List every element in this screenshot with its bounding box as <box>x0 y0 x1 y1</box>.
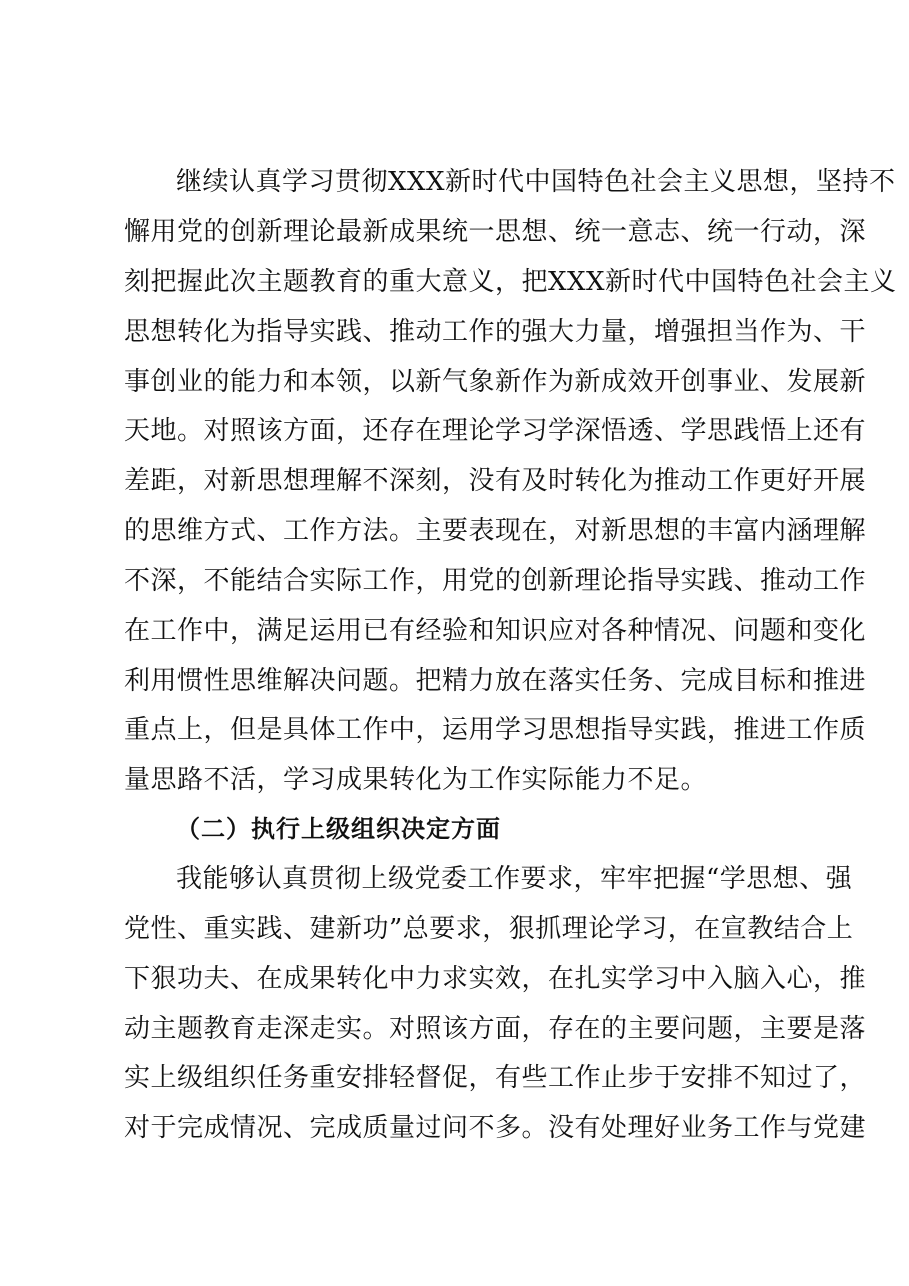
paragraph-1-line-13: 量思路不活，学习成果转化为工作实际能力不足。 <box>124 765 708 795</box>
paragraph-2-line-1: 我能够认真贯彻上级党委工作要求，牢牢把握“学思想、强 <box>176 864 853 894</box>
paragraph-2-line-3: 下狠功夫、在成果转化中力求实效，在扎实学习中入脑入心，推 <box>124 964 867 994</box>
paragraph-1-line-5: 事创业的能力和本领，以新气象新作为新成效开创事业、发展新 <box>124 367 867 397</box>
section-heading: （二）执行上级组织决定方面 <box>176 815 501 843</box>
paragraph-2-line-2: 党性、重实践、建新功”总要求，狠抓理论学习，在宣教结合上 <box>124 914 854 944</box>
paragraph-1-line-10: 在工作中，满足运用已有经验和知识应对各种情况、问题和变化 <box>124 616 867 646</box>
paragraph-1-line-11: 利用惯性思维解决问题。把精力放在落实任务、完成目标和推进 <box>124 666 867 696</box>
paragraph-2-line-4: 动主题教育走深走实。对照该方面，存在的主要问题，主要是落 <box>124 1014 867 1044</box>
paragraph-1-line-6: 天地。对照该方面，还存在理论学习学深悟透、学思践悟上还有 <box>124 416 867 446</box>
paragraph-1-line-9: 不深，不能结合实际工作，用党的创新理论指导实践、推动工作 <box>124 566 867 596</box>
paragraph-1-line-7: 差距，对新思想理解不深刻，没有及时转化为推动工作更好开展 <box>124 466 867 496</box>
paragraph-1-line-1: 继续认真学习贯彻XXX新时代中国特色社会主义思想，坚持不 <box>176 167 896 197</box>
paragraph-1-line-2: 懈用党的创新理论最新成果统一思想、统一意志、统一行动，深 <box>124 217 867 247</box>
paragraph-1-line-12: 重点上，但是具体工作中，运用学习思想指导实践，推进工作质 <box>124 715 867 745</box>
paragraph-1-line-8: 的思维方式、工作方法。主要表现在，对新思想的丰富内涵理解 <box>124 516 867 546</box>
paragraph-1-line-3: 刻把握此次主题教育的重大意义，把XXX新时代中国特色社会主义 <box>124 267 897 297</box>
paragraph-2-line-6: 对于完成情况、完成质量过问不多。没有处理好业务工作与党建 <box>124 1113 867 1143</box>
paragraph-1-line-4: 思想转化为指导实践、推动工作的强大力量，增强担当作为、干 <box>124 317 867 347</box>
paragraph-2-line-5: 实上级组织任务重安排轻督促，有些工作止步于安排不知过了， <box>124 1063 867 1093</box>
